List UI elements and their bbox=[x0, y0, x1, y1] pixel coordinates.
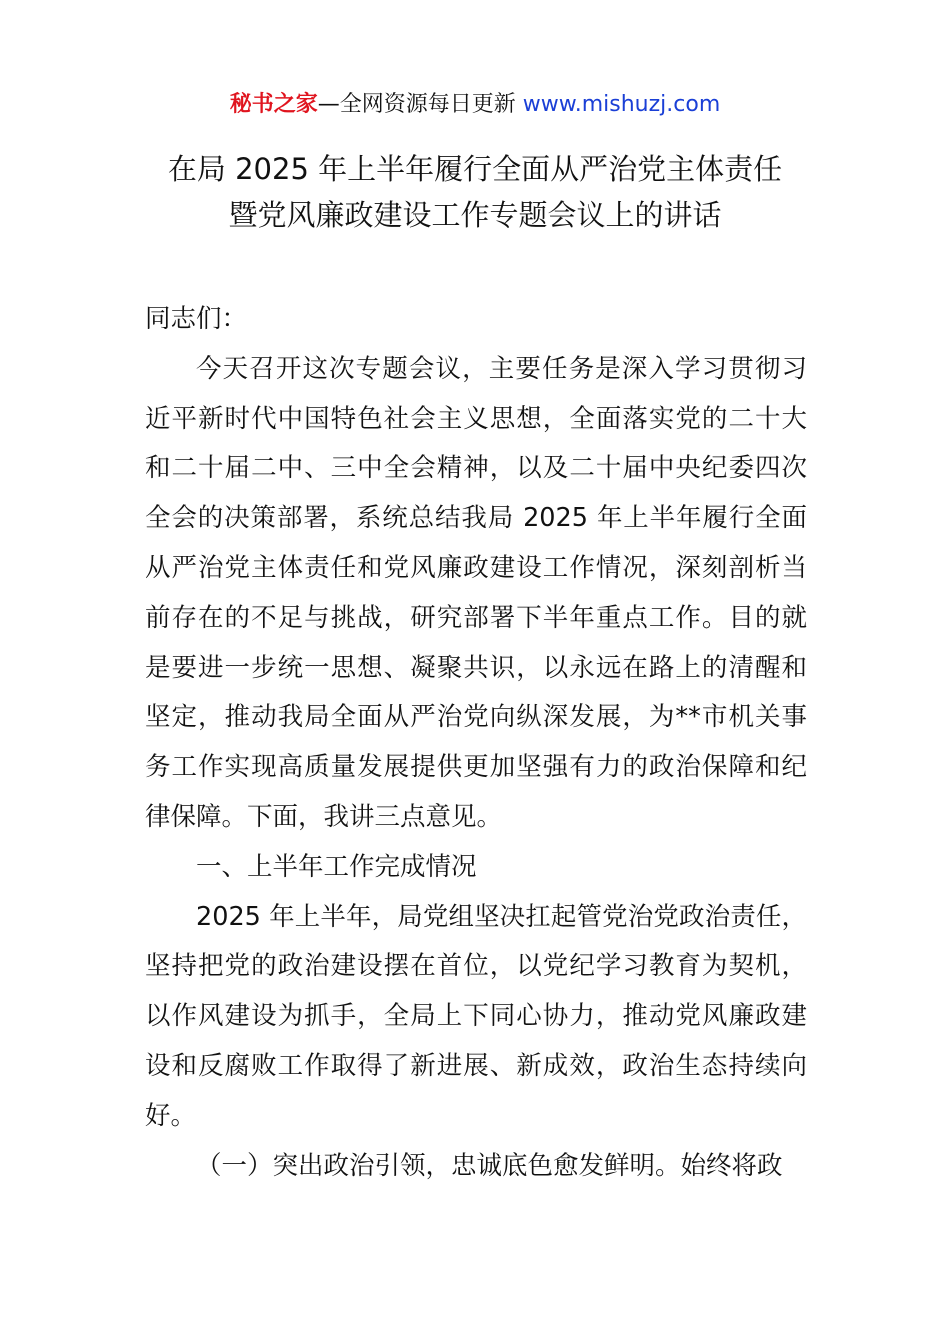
document-body bbox=[145, 295, 807, 1191]
body-paragraph: 2025 年上半年，局党组坚决扛起管党治党政治责任，坚持把党的政治建设摆在首位，以党纪学习教育为契机，以作风建设为抓手，全局上下同心协力，推动党风廉政建设和反腐败工作取得了新进展、新成效，政治生态持续向好。 bbox=[145, 901, 807, 1131]
site-header bbox=[0, 88, 950, 122]
salutation: 同志们： bbox=[145, 304, 248, 334]
document-title bbox=[0, 146, 950, 238]
title-line-2: 暨党风廉政建设工作专题会议上的讲话 bbox=[228, 198, 722, 232]
subsection-heading: （一）突出政治引领，忠诚底色愈发鲜明。始终将政 bbox=[196, 1150, 783, 1181]
brand-name: 秘书之家 bbox=[229, 92, 318, 117]
header-tagline: —全网资源每日更新 bbox=[317, 92, 516, 117]
section-heading: 一、上半年工作完成情况 bbox=[196, 851, 477, 882]
body-paragraph: 今天召开这次专题会议，主要任务是深入学习贯彻习近平新时代中国特色社会主义思想，全面落实党的二十大和二十届二中、三中全会精神，以及二十届中央纪委四次全会的决策部署，系统总结我局 2025 年上半年履行全面从严治党主体责任和党风廉政建设工作情况，深刻剖析当前存在的不足与挑战，研究部署下半年重点工作。目的就是要进一步统一思想、凝聚共识，以永远在路上的清醒和坚定，推动我局全面从严治党向纵深发展，为**市机关事务工作实现高质量发展提供更加坚强有力的政治保障和纪律保障。下面，我讲三点意见。 bbox=[145, 353, 807, 832]
site-url-link[interactable]: www.mishuzj.com bbox=[522, 92, 721, 117]
title-line-1: 在局 2025 年上半年履行全面从严治党主体责任 bbox=[167, 152, 783, 186]
